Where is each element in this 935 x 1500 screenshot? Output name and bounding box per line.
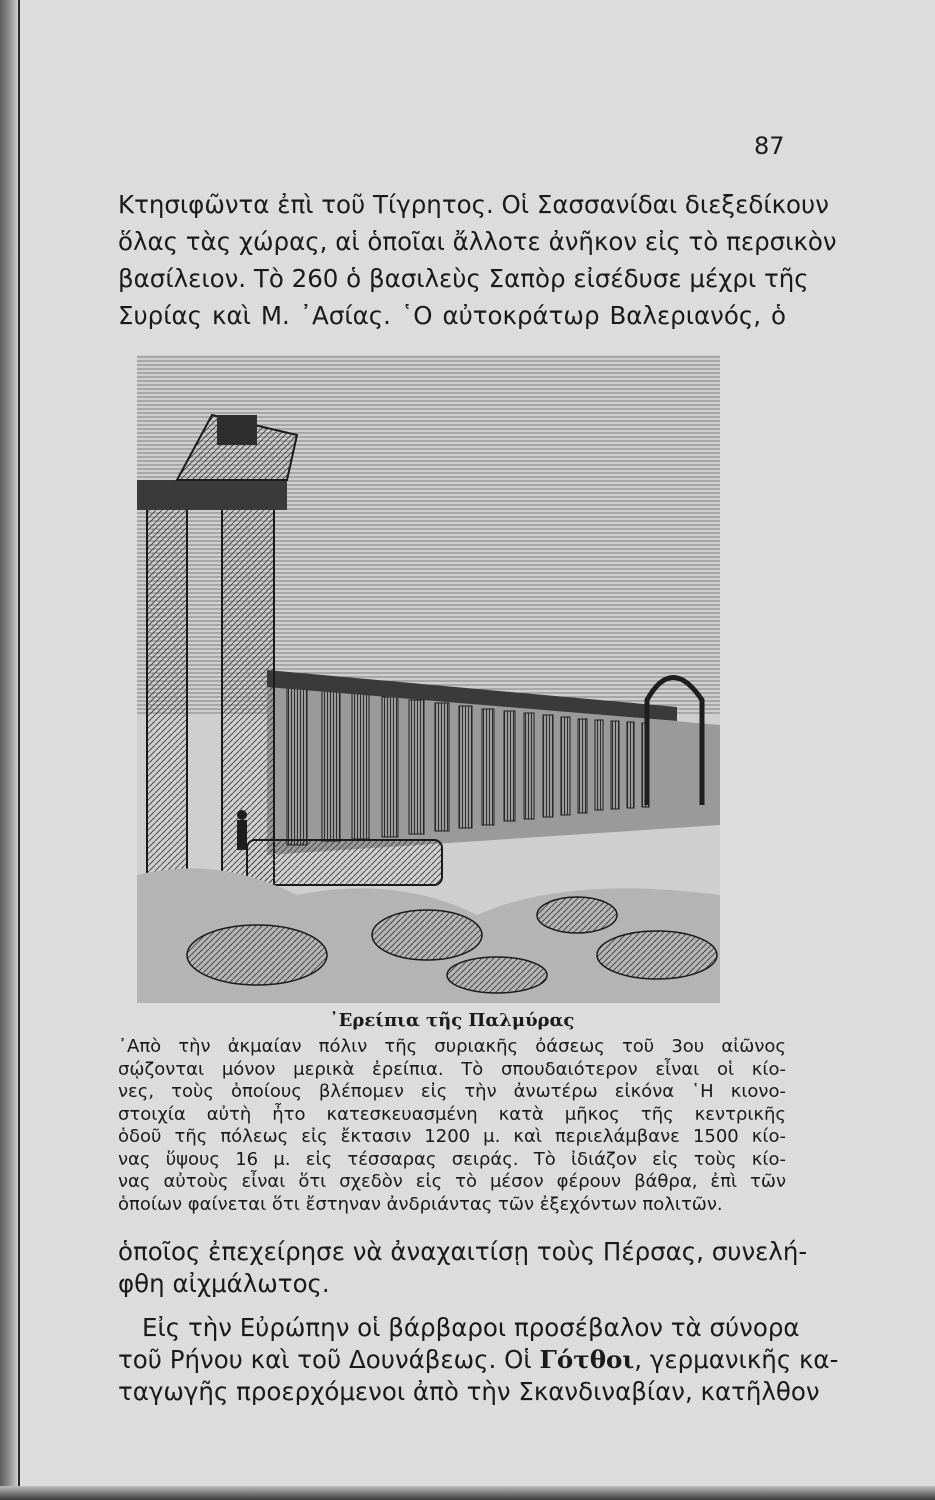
palmyra-ruins-engraving <box>137 355 720 1003</box>
caption-line: νας αὐτοὺς εἶναι ὅτι σχεδὸν εἰς τὸ μέσον φέρουν βάθρα, ἐπὶ τῶν <box>118 1171 786 1192</box>
body-text-top <box>118 186 837 334</box>
page-number: 87 <box>754 132 785 160</box>
text-line: βασίλειον. Τὸ 260 ὁ βασιλεὺς Σαπὸρ εἰσέδυσε μέχρι τῆς <box>118 264 809 293</box>
caption-line: στοιχία αὐτὴ ἦτο κατεσκευασμένη κατὰ μῆκος τῆς κεντρικῆς <box>118 1103 786 1125</box>
figure-caption-title: ᾿Ερείπια τῆς Παλμύρας <box>329 1010 575 1031</box>
caption-line: νες, τοὺς ὁποίους βλέπομεν εἰς τὴν ἀνωτέρω εἰκόνα ῾Η κιονο- <box>118 1081 786 1102</box>
book-binding-edge <box>0 0 18 1500</box>
text-line: ταγωγῆς προερχόμενοι ἀπὸ τὴν Σκανδιναβίαν, κατῆλθον <box>118 1377 820 1406</box>
text-line: Κτησιφῶντα ἐπὶ τοῦ Τίγρητος. Οἱ Σασσανίδαι διεξεδίκουν <box>118 190 829 219</box>
caption-line: ὁδοῦ τῆς πόλεως εἰς ἔκτασιν 1200 μ. καὶ περιελάμβανε 1500 κίο- <box>118 1126 786 1147</box>
text-line: Εἰς τὴν Εὐρώπην οἱ βάρβαροι προσέβαλον τὰ σύνορα <box>142 1313 800 1342</box>
text-line: ὅλας τὰς χώρας, αἱ ὁποῖαι ἄλλοτε ἀνῆκον εἰς τὸ περσικὸν <box>118 227 837 256</box>
figure-caption <box>118 1036 786 1216</box>
text-line: φθη αἰχμάλωτος. <box>118 1269 330 1298</box>
caption-line: ᾿Απὸ τὴν ἀκμαίαν πόλιν τῆς συριακῆς ὀάσεως τοῦ 3ου αἰῶνος <box>118 1036 786 1057</box>
bold-term-gothoi: Γότθοι <box>539 1345 635 1374</box>
caption-line: νας ὕψους 16 μ. εἰς τέσσαρας σειράς. Τὸ ἰδιάζον εἰς τοὺς κίο- <box>118 1148 786 1170</box>
text-line: Συρίας καὶ Μ. ᾿Ασίας. ῾Ο αὐτοκράτωρ Βαλεριανός, ὁ <box>118 301 786 330</box>
caption-line: ὁποίων φαίνεται ὅτι ἔστηναν ἀνδριάντας τῶν ἐξεχόντων πολιτῶν. <box>118 1193 723 1215</box>
page-bottom-edge <box>0 1486 935 1500</box>
text-line: ὁποῖος ἐπεχείρησε νὰ ἀναχαιτίσῃ τοὺς Πέρσας, συνελή- <box>118 1237 808 1266</box>
body-text-bottom <box>118 1236 839 1408</box>
text-line-with-bold <box>118 1344 839 1376</box>
caption-line: σῴζονται μόνον μερικὰ ἐρείπια. Τὸ σπουδαιότερον εἶναι οἱ κίο- <box>118 1058 786 1080</box>
text-fragment: , γερμανικῆς κα- <box>634 1345 839 1374</box>
text-fragment: τοῦ Ρήνου καὶ τοῦ Δουνάβεως. Οἱ <box>118 1345 540 1374</box>
